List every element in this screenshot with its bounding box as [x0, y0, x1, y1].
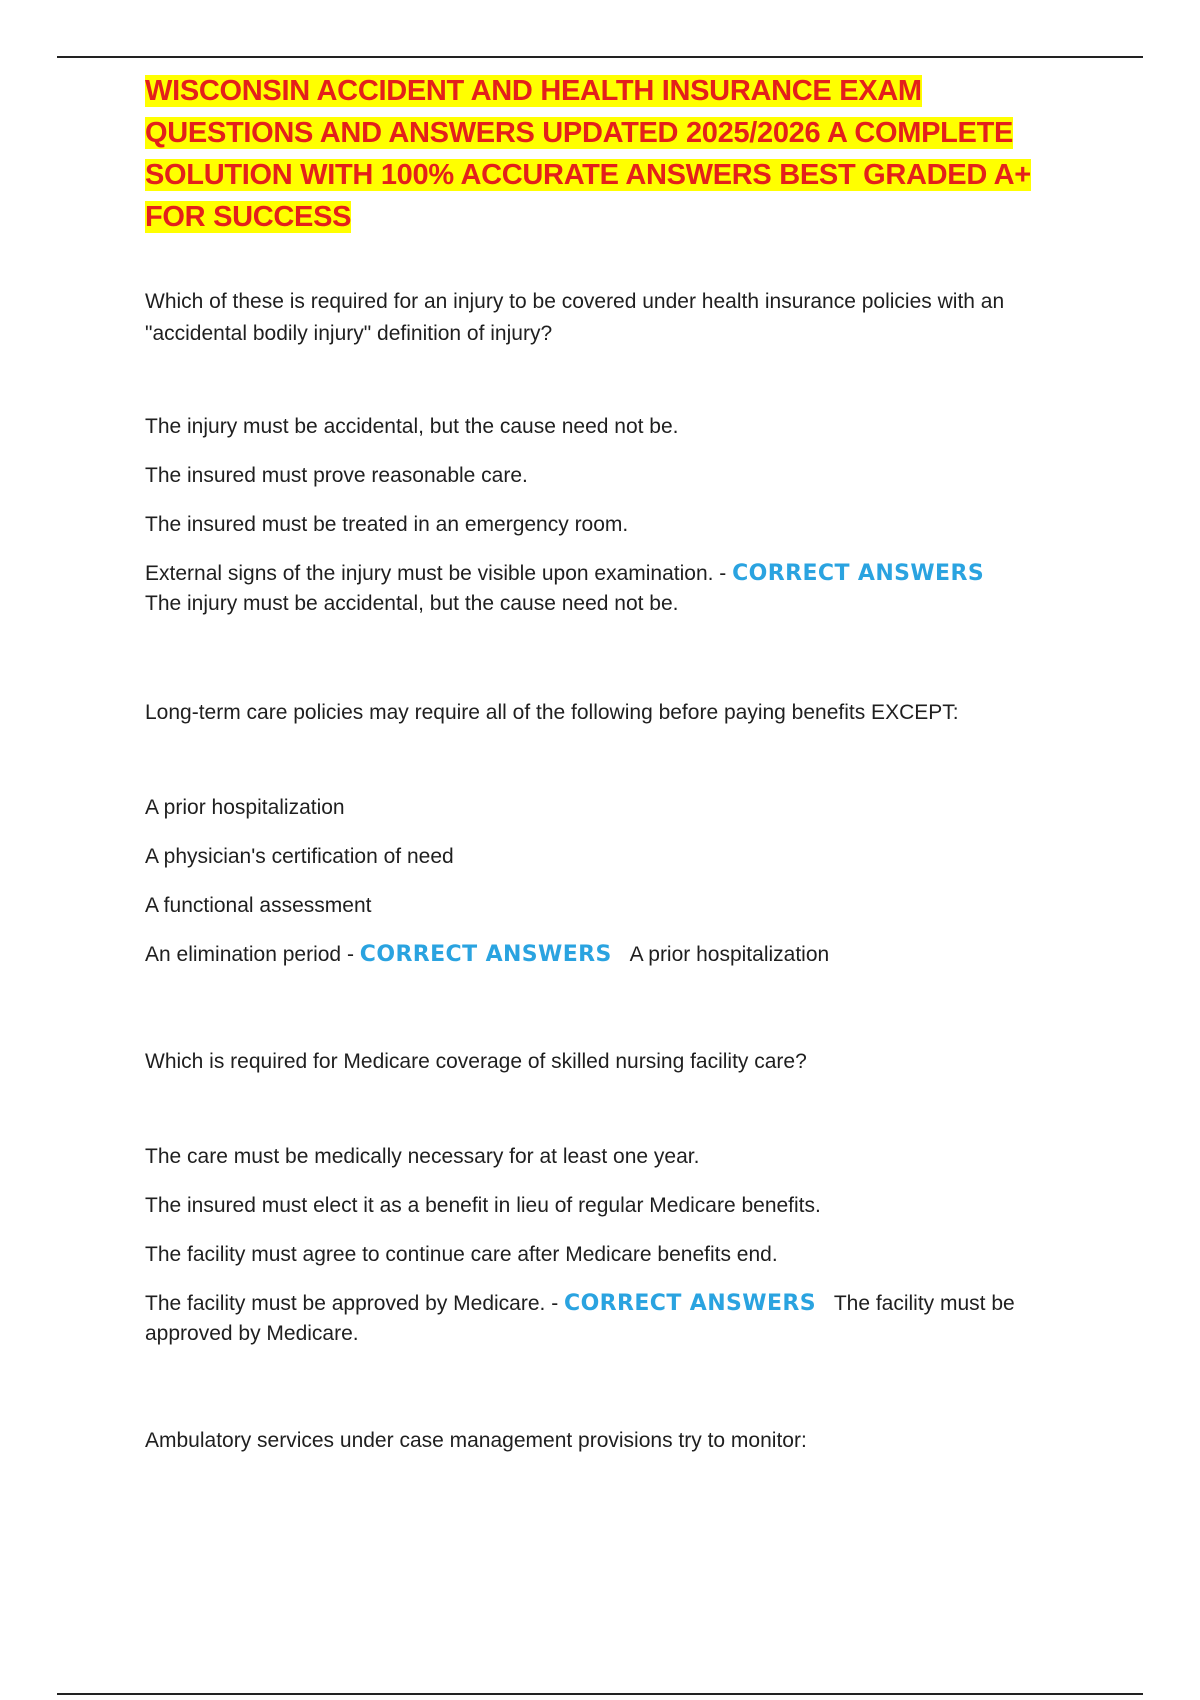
question-block — [145, 1046, 1075, 1349]
correct-answers-label: CORRECT ANSWERS — [564, 1291, 816, 1316]
question-text: Which of these is required for an injury to be covered under health insurance policies with an "accidental bodily injury" definition of injury? — [145, 290, 1005, 345]
answer-text: The facility must be approved by Medicare. — [145, 1292, 1015, 1345]
title-highlight: WISCONSIN ACCIDENT AND HEALTH INSURANCE EXAM QUESTIONS AND ANSWERS UPDATED 2025/2026 A COMPLETE SOLUTION WITH 100% ACCURATE ANSWERS BEST GRADED A+ FOR SUCCESS — [145, 75, 1031, 233]
option-list — [145, 793, 1075, 970]
question-block — [145, 697, 1075, 970]
question-text: Long-term care policies may require all of the following before paying benefits EXCEPT: — [145, 701, 959, 724]
correct-answers-label: CORRECT ANSWERS — [732, 561, 985, 586]
bottom-rule — [57, 1693, 1143, 1695]
option-item-with-answer — [145, 559, 1075, 619]
question-block — [145, 1425, 1075, 1457]
option-list — [145, 412, 1075, 619]
option-item: The care must be medically necessary for at least one year. — [145, 1145, 700, 1168]
option-item: The insured must prove reasonable care. — [145, 464, 528, 487]
correct-answers-label: CORRECT ANSWERS — [359, 942, 612, 967]
option-list — [145, 1142, 1075, 1349]
option-item: A physician's certification of need — [145, 845, 454, 868]
answer-text: The injury must be accidental, but the cause need not be. — [145, 592, 679, 615]
answer-text: A prior hospitalization — [629, 943, 830, 966]
question-text: Which is required for Medicare coverage of skilled nursing facility care? — [145, 1050, 807, 1073]
option-item-with-answer — [145, 940, 1075, 970]
option-text: External signs of the injury must be visible upon examination. - — [145, 562, 727, 585]
top-rule — [57, 56, 1143, 58]
option-item: The facility must agree to continue care after Medicare benefits end. — [145, 1243, 778, 1266]
document-title — [145, 70, 1075, 238]
option-item: A functional assessment — [145, 894, 372, 917]
option-text: An elimination period - — [145, 943, 354, 966]
option-item: The injury must be accidental, but the cause need not be. — [145, 415, 679, 438]
option-text: The facility must be approved by Medicare. - — [145, 1292, 559, 1315]
option-item-with-answer — [145, 1289, 1075, 1349]
option-item: The insured must elect it as a benefit in lieu of regular Medicare benefits. — [145, 1194, 821, 1217]
question-text: Ambulatory services under case management provisions try to monitor: — [145, 1429, 807, 1452]
option-item: A prior hospitalization — [145, 796, 345, 819]
document-body — [145, 70, 1075, 1457]
option-item: The insured must be treated in an emergency room. — [145, 513, 629, 536]
question-block — [145, 286, 1075, 619]
